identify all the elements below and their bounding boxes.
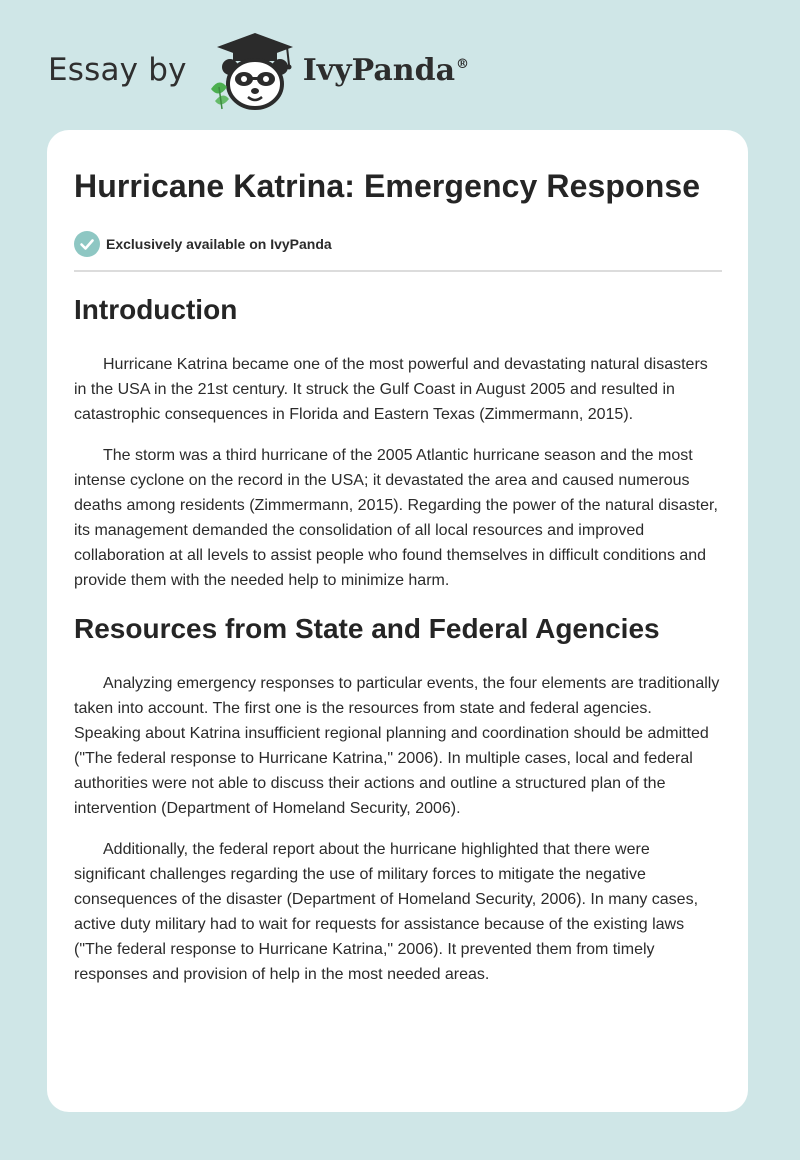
article-title: Hurricane Katrina: Emergency Response	[74, 168, 701, 204]
brand-name[interactable]: IvyPanda®	[302, 52, 470, 88]
paragraph: The storm was a third hurricane of the 2005 Atlantic hurricane season and the most intense cyclone on the record in the USA; it devastated the area and caused numerous deaths among residents (Zimmermann, 2015). Regarding the power of the natural disaster, its management demanded the consolidation of all local resources and improved collaboration at all levels to assist people who found themselves in difficult conditions and provide them with the needed help to minimize harm.	[74, 447, 718, 589]
paragraph: Analyzing emergency responses to particular events, the four elements are traditionally taken into account. The first one is the resources from state and federal agencies. Speaking about Katrina insufficient regional planning and coordination should be admitted ("The federal response to Hurricane Katrina," 2006). In multiple cases, local and federal authorities were not able to discuss their actions and outline a structured plan of the intervention (Department of Homeland Security, 2006).	[74, 675, 720, 817]
section-introduction	[74, 294, 722, 593]
paragraph: Hurricane Katrina became one of the most powerful and devastating natural disasters in the USA in the 21st century. It struck the Gulf Coast in August 2005 and resulted in catastrophic consequences in Florida and Eastern Texas (Zimmermann, 2015).	[74, 356, 708, 423]
trademark-symbol: ®	[456, 56, 470, 72]
site-header	[48, 30, 548, 110]
exclusive-badge	[74, 231, 722, 257]
check-circle-icon	[74, 231, 100, 257]
panda-logo-icon[interactable]	[203, 29, 299, 111]
paragraph: Additionally, the federal report about the hurricane highlighted that there were significant challenges regarding the use of military forces to mitigate the negative consequences of the disaster (Department of Homeland Security, 2006). In many cases, active duty military had to wait for requests for assistance because of the existing laws ("The federal response to Hurricane Katrina," 2006). It prevented them from timely responses and provision of help in the most needed areas.	[74, 841, 699, 983]
article-card	[47, 130, 748, 1112]
section-heading: Introduction	[74, 294, 238, 325]
section-resources	[74, 613, 722, 987]
section-heading: Resources from State and Federal Agencies	[74, 613, 660, 644]
essay-by-label: Essay by	[48, 52, 187, 88]
badge-text: Exclusively available on IvyPanda	[106, 236, 332, 252]
divider	[74, 270, 722, 272]
